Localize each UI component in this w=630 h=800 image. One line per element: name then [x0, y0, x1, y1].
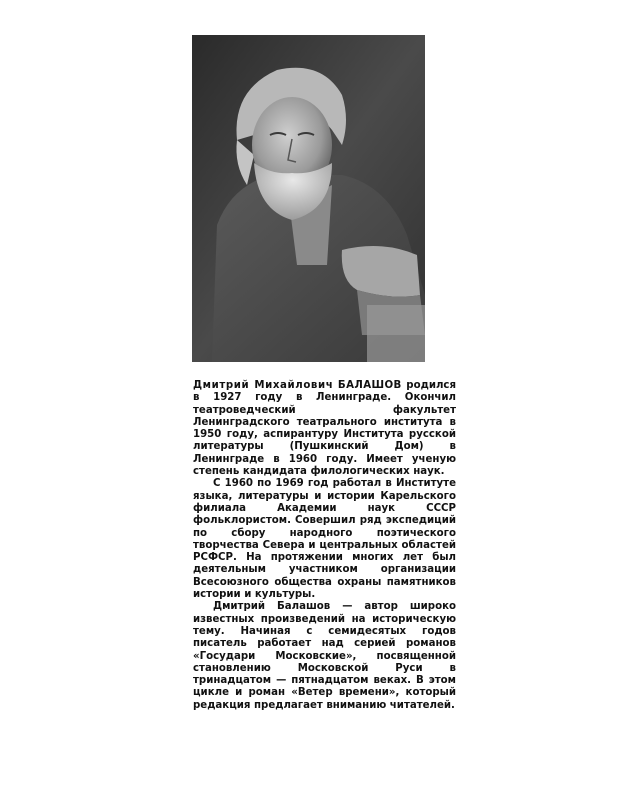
portrait-photo-icon — [192, 35, 425, 362]
bio-paragraph-1-text: родился в 1927 году в Ленинграде. Окончил театроведческий факультет Ленинградского театрального института в 1950 году, аспирантуру Института русской литературы (Пушкинский Дом) в Ленинграде в 1960 году. Имеет ученую степень кандидата филологических наук. — [193, 380, 457, 478]
bio-paragraph-3: Дмитрий Балашов — автор широко известных произведений на историческую тему. Начиная с семидесятых годов писатель работает над серией романов «Государи Московские», посвященной становлению Московской Руси в тринадцатом — пятнадцатом веках. В этом цикле и роман «Ветер времени», который редакция предлагает вниманию читателей. — [193, 601, 456, 711]
author-portrait — [192, 35, 425, 362]
bio-paragraph-1 — [193, 380, 456, 478]
author-surname: БАЛАШОВ — [337, 380, 402, 391]
bio-paragraph-2: С 1960 по 1969 год работал в Институте языка, литературы и истории Карельского филиала Академии наук СССР фольклористом. Совершил ряд экспедиций по сбору народного поэтического творчества Севера и центральных областей РСФСР. На протяжении многих лет был деятельным участником организации Всесоюзного общества охраны памятников истории и культуры. — [193, 478, 456, 601]
author-name: Дмитрий Михайлович — [193, 380, 334, 391]
author-biography — [193, 380, 456, 712]
